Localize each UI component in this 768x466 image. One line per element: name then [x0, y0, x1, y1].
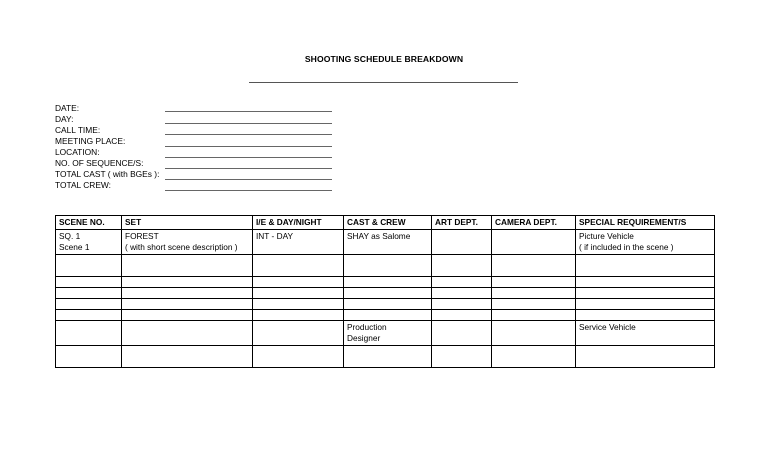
field-label: DAY: — [55, 114, 74, 124]
table-cell[interactable] — [432, 299, 492, 310]
table-cell[interactable] — [344, 346, 432, 368]
field-label: TOTAL CREW: — [55, 180, 111, 190]
cell-text: SHAY as Salome — [347, 231, 411, 241]
field-label: TOTAL CAST ( with BGEs ): — [55, 169, 160, 179]
table-cell[interactable] — [576, 299, 715, 310]
table-cell[interactable] — [344, 321, 432, 346]
column-header: SPECIAL REQUIREMENT/S — [576, 216, 715, 230]
table-cell[interactable] — [122, 277, 253, 288]
table-cell[interactable] — [253, 230, 344, 255]
cell-text: ( if included in the scene ) — [579, 242, 674, 252]
table-cell[interactable] — [344, 277, 432, 288]
table-cell[interactable] — [56, 346, 122, 368]
table-cell[interactable] — [344, 299, 432, 310]
table-cell[interactable] — [253, 299, 344, 310]
table-cell[interactable] — [432, 310, 492, 321]
table-row — [56, 255, 715, 277]
table-row — [56, 230, 715, 255]
field-label: MEETING PLACE: — [55, 136, 126, 146]
field-blank-line[interactable] — [165, 157, 332, 158]
cell-text: Designer — [347, 333, 381, 343]
table-cell[interactable] — [344, 288, 432, 299]
table-cell[interactable] — [122, 346, 253, 368]
table-cell[interactable] — [56, 288, 122, 299]
cell-text: SQ. 1 — [59, 231, 81, 241]
table-cell[interactable] — [432, 321, 492, 346]
table-cell[interactable] — [253, 277, 344, 288]
table-cell[interactable] — [492, 310, 576, 321]
table-cell[interactable] — [122, 230, 253, 255]
cell-text: Production — [347, 322, 387, 332]
table-cell[interactable] — [253, 288, 344, 299]
table-cell[interactable] — [432, 255, 492, 277]
field-blank-line[interactable] — [165, 134, 332, 135]
table-cell[interactable] — [56, 299, 122, 310]
field-label: LOCATION: — [55, 147, 100, 157]
table-header-row — [56, 216, 715, 230]
table-cell[interactable] — [344, 230, 432, 255]
table-cell[interactable] — [492, 321, 576, 346]
table-cell[interactable] — [253, 310, 344, 321]
table-cell[interactable] — [492, 299, 576, 310]
table-cell[interactable] — [122, 321, 253, 346]
table-cell[interactable] — [253, 255, 344, 277]
table-row — [56, 321, 715, 346]
column-header: ART DEPT. — [432, 216, 492, 230]
cell-text: FOREST — [125, 231, 159, 241]
schedule-table — [55, 215, 715, 368]
cell-text: ( with short scene description ) — [125, 242, 238, 252]
column-header: CAMERA DEPT. — [492, 216, 576, 230]
field-blank-line[interactable] — [165, 179, 332, 180]
table-cell[interactable] — [122, 299, 253, 310]
table-body — [56, 230, 715, 368]
cell-text: Service Vehicle — [579, 322, 636, 332]
table-cell[interactable] — [576, 277, 715, 288]
column-header: I/E & DAY/NIGHT — [253, 216, 344, 230]
document-title: SHOOTING SCHEDULE BREAKDOWN — [304, 54, 464, 64]
table-cell[interactable] — [576, 230, 715, 255]
table-cell[interactable] — [576, 346, 715, 368]
column-header: SCENE NO. — [56, 216, 122, 230]
field-blank-line[interactable] — [165, 123, 332, 124]
table-cell[interactable] — [492, 230, 576, 255]
table-cell[interactable] — [492, 346, 576, 368]
field-label: CALL TIME: — [55, 125, 101, 135]
cell-text: Scene 1 — [59, 242, 90, 252]
table-cell[interactable] — [432, 230, 492, 255]
table-cell[interactable] — [432, 346, 492, 368]
table-cell[interactable] — [122, 288, 253, 299]
field-blank-line[interactable] — [165, 168, 332, 169]
table-row — [56, 288, 715, 299]
field-label: DATE: — [55, 103, 80, 113]
field-label: NO. OF SEQUENCE/S: — [55, 158, 144, 168]
column-header: SET — [122, 216, 253, 230]
table-cell[interactable] — [56, 277, 122, 288]
table-cell[interactable] — [576, 310, 715, 321]
table-cell[interactable] — [253, 346, 344, 368]
cell-text: INT - DAY — [256, 231, 294, 241]
table-cell[interactable] — [253, 321, 344, 346]
table-row — [56, 346, 715, 368]
table-cell[interactable] — [56, 321, 122, 346]
table-cell[interactable] — [576, 288, 715, 299]
field-blank-line[interactable] — [165, 111, 332, 112]
table-cell[interactable] — [122, 255, 253, 277]
table-cell[interactable] — [56, 230, 122, 255]
table-row — [56, 299, 715, 310]
field-blank-line[interactable] — [165, 190, 332, 191]
title-underline — [249, 82, 518, 83]
table-row — [56, 277, 715, 288]
table-cell[interactable] — [344, 255, 432, 277]
table-cell[interactable] — [56, 310, 122, 321]
field-blank-line[interactable] — [165, 146, 332, 147]
table-cell[interactable] — [492, 255, 576, 277]
table-cell[interactable] — [576, 321, 715, 346]
cell-text: Picture Vehicle — [579, 231, 634, 241]
table-row — [56, 310, 715, 321]
table-cell[interactable] — [432, 277, 492, 288]
table-cell[interactable] — [122, 310, 253, 321]
table-cell[interactable] — [492, 288, 576, 299]
table-cell[interactable] — [492, 277, 576, 288]
table-cell[interactable] — [576, 255, 715, 277]
table-cell[interactable] — [344, 310, 432, 321]
table-cell[interactable] — [56, 255, 122, 277]
table-cell[interactable] — [432, 288, 492, 299]
column-header: CAST & CREW — [344, 216, 432, 230]
